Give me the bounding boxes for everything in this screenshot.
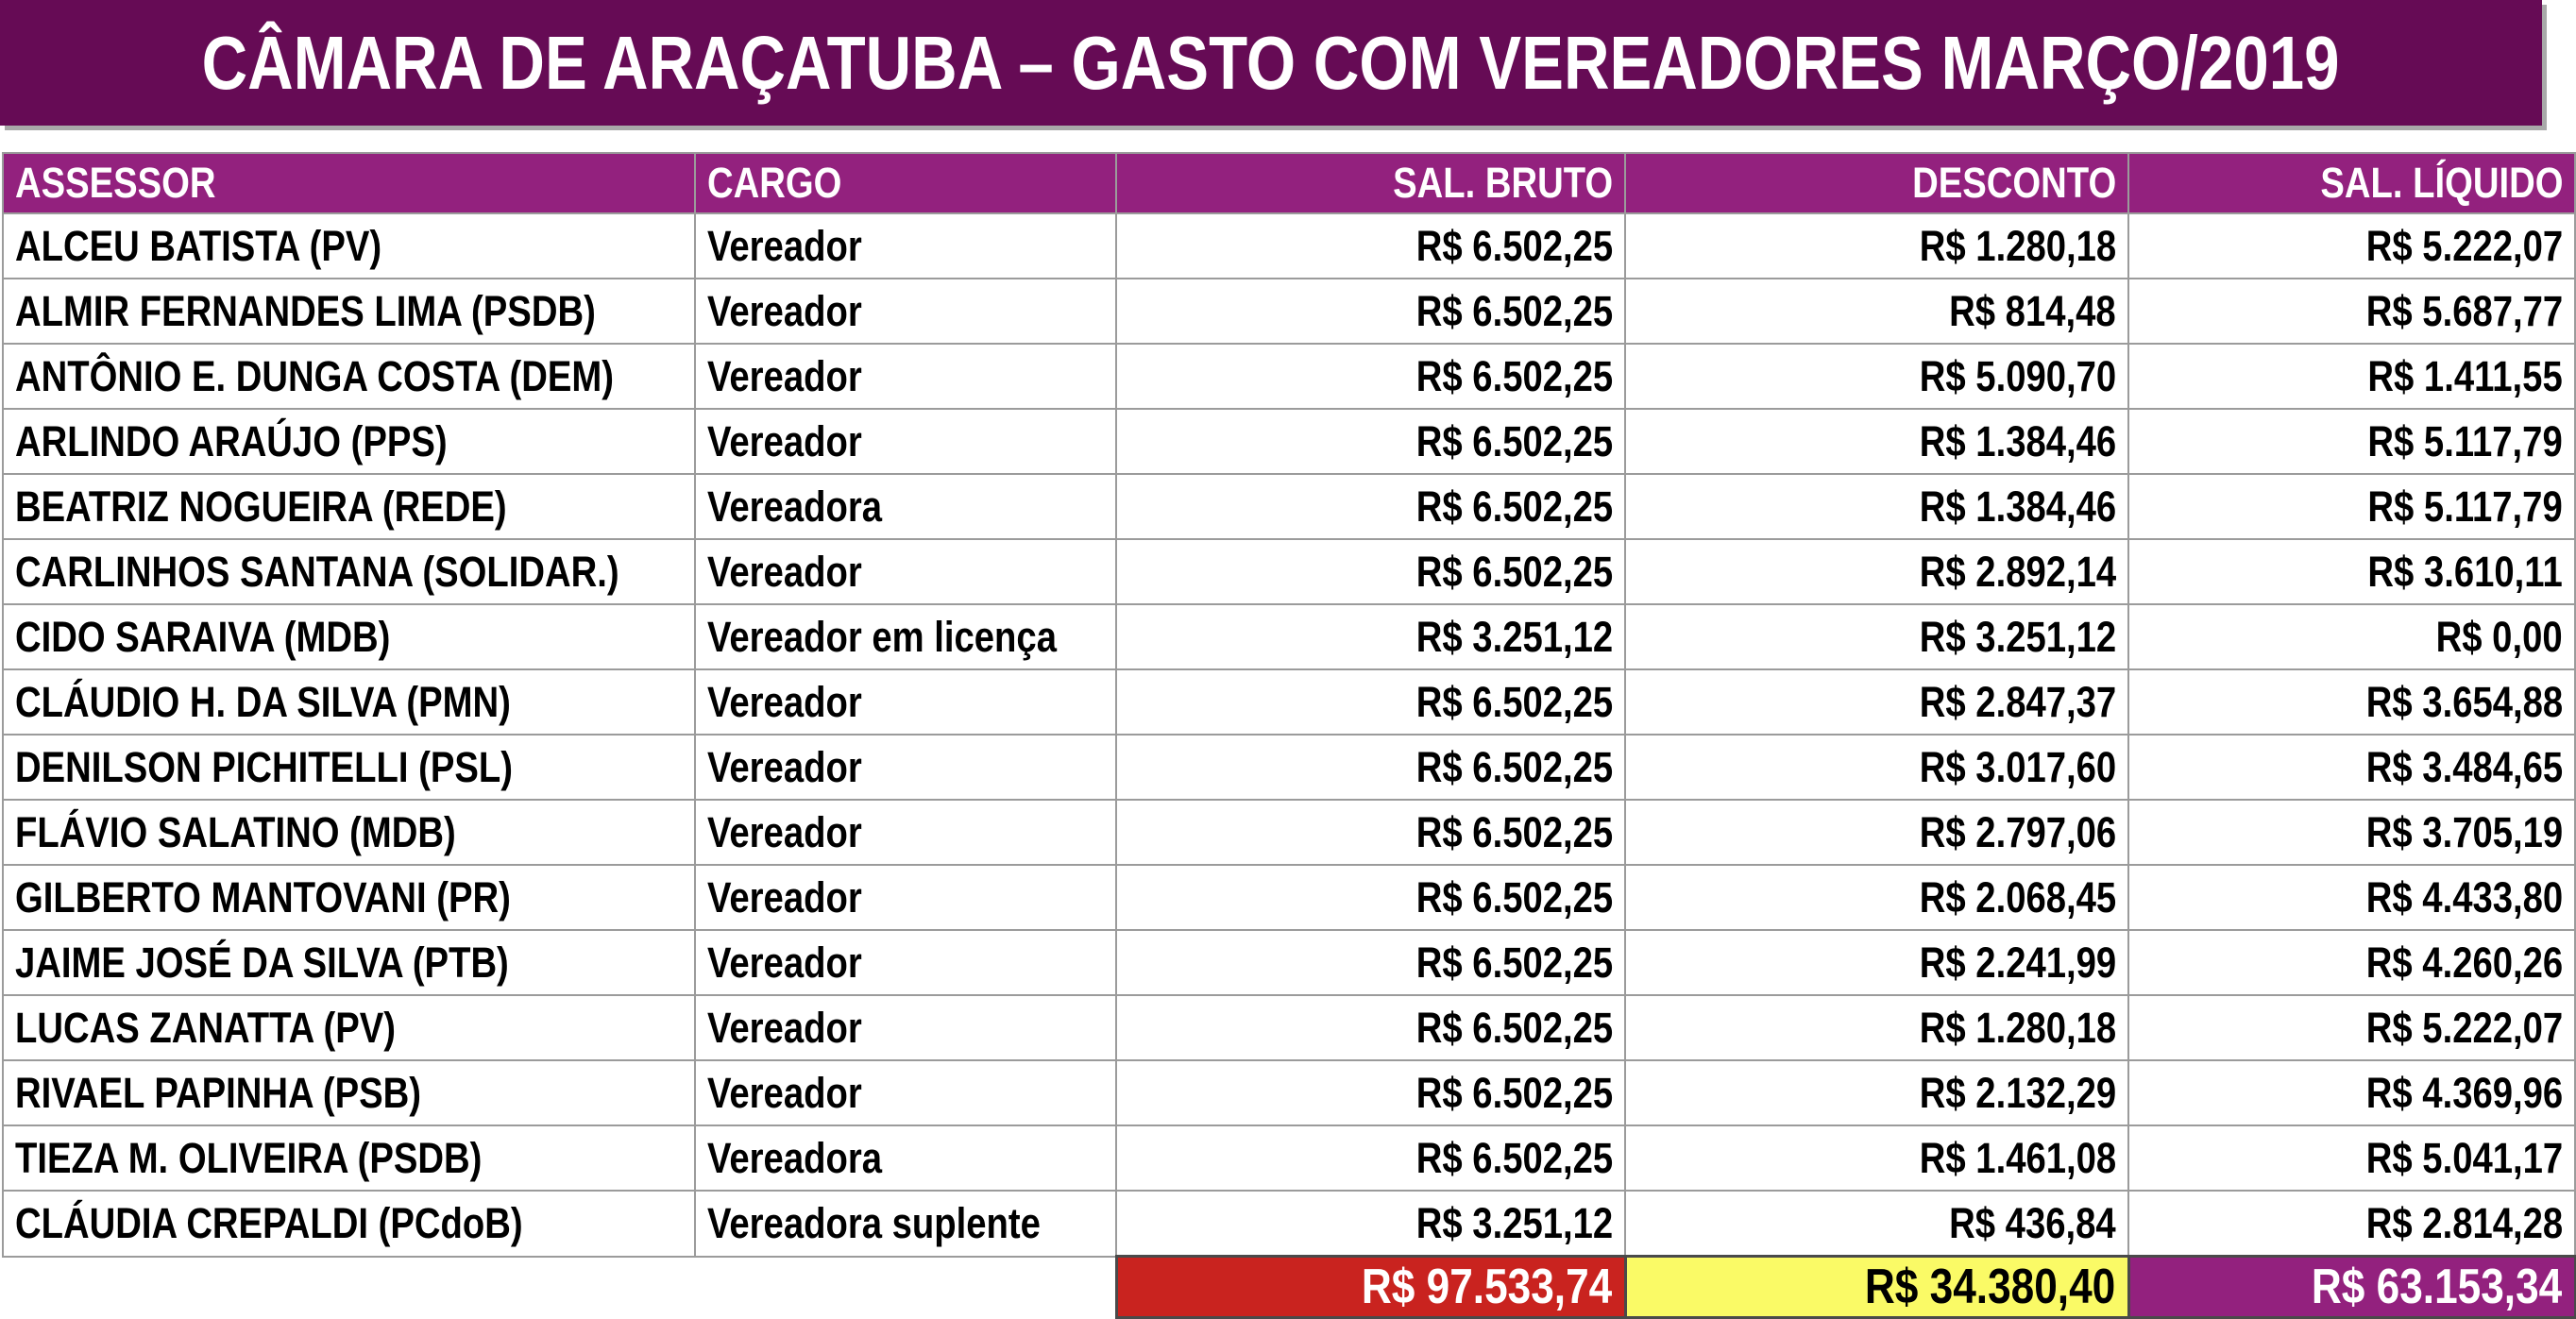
sal-liquido-cell: R$ 3.654,88 [2128,669,2575,735]
sal-liquido-cell: R$ 5.222,07 [2128,213,2575,279]
sal-liquido-cell: R$ 3.610,11 [2128,539,2575,604]
table-row [3,474,2575,539]
sal-bruto-cell: R$ 6.502,25 [1116,344,1625,409]
desconto-cell: R$ 2.797,06 [1625,800,2128,865]
assessor-cell: CARLINHOS SANTANA (SOLIDAR.) [3,539,695,604]
assessor-cell: ALMIR FERNANDES LIMA (PSDB) [3,279,695,344]
table-row [3,735,2575,800]
assessor-cell: FLÁVIO SALATINO (MDB) [3,800,695,865]
page-title-banner [0,0,2542,126]
sal-bruto-cell: R$ 3.251,12 [1116,604,1625,669]
desconto-cell: R$ 2.068,45 [1625,865,2128,930]
table-body [3,213,2575,1257]
sal-bruto-cell: R$ 6.502,25 [1116,279,1625,344]
cargo-cell: Vereador [695,865,1116,930]
sal-bruto-cell: R$ 6.502,25 [1116,865,1625,930]
sal-liquido-cell: R$ 3.484,65 [2128,735,2575,800]
cargo-cell: Vereadora [695,1125,1116,1191]
sal-bruto-cell: R$ 6.502,25 [1116,213,1625,279]
desconto-cell: R$ 5.090,70 [1625,344,2128,409]
col-header-sal-bruto: SAL. BRUTO [1116,153,1625,213]
desconto-cell: R$ 436,84 [1625,1191,2128,1257]
col-header-cargo: CARGO [695,153,1116,213]
table-footer [3,1257,2575,1318]
assessor-cell: BEATRIZ NOGUEIRA (REDE) [3,474,695,539]
sal-bruto-cell: R$ 6.502,25 [1116,1125,1625,1191]
desconto-cell: R$ 1.280,18 [1625,995,2128,1060]
table-row [3,409,2575,474]
total-sal-liquido: R$ 63.153,34 [2128,1257,2575,1318]
sal-liquido-cell: R$ 4.260,26 [2128,930,2575,995]
sal-bruto-cell: R$ 3.251,12 [1116,1191,1625,1257]
assessor-cell: JAIME JOSÉ DA SILVA (PTB) [3,930,695,995]
sal-liquido-cell: R$ 5.117,79 [2128,474,2575,539]
desconto-cell: R$ 1.384,46 [1625,409,2128,474]
total-desconto: R$ 34.380,40 [1625,1257,2128,1318]
sal-bruto-cell: R$ 6.502,25 [1116,930,1625,995]
cargo-cell: Vereador [695,800,1116,865]
table-row [3,995,2575,1060]
expenses-table [2,152,2576,1319]
cargo-cell: Vereador [695,409,1116,474]
sal-liquido-cell: R$ 5.222,07 [2128,995,2575,1060]
sal-bruto-cell: R$ 6.502,25 [1116,800,1625,865]
table-row [3,1125,2575,1191]
assessor-cell: GILBERTO MANTOVANI (PR) [3,865,695,930]
totals-blank-cell [3,1257,1116,1318]
assessor-cell: LUCAS ZANATTA (PV) [3,995,695,1060]
sal-liquido-cell: R$ 4.369,96 [2128,1060,2575,1125]
table-row [3,279,2575,344]
page-title: CÂMARA DE ARAÇATUBA – GASTO COM VEREADORES MARÇO/2019 [202,20,2340,105]
totals-row [3,1257,2575,1318]
sal-bruto-cell: R$ 6.502,25 [1116,409,1625,474]
assessor-cell: CLÁUDIO H. DA SILVA (PMN) [3,669,695,735]
sal-liquido-cell: R$ 5.117,79 [2128,409,2575,474]
desconto-cell: R$ 814,48 [1625,279,2128,344]
desconto-cell: R$ 2.847,37 [1625,669,2128,735]
cargo-cell: Vereador [695,279,1116,344]
desconto-cell: R$ 2.892,14 [1625,539,2128,604]
cargo-cell: Vereadora [695,474,1116,539]
desconto-cell: R$ 3.017,60 [1625,735,2128,800]
cargo-cell: Vereador [695,1060,1116,1125]
table-row [3,930,2575,995]
sal-liquido-cell: R$ 1.411,55 [2128,344,2575,409]
cargo-cell: Vereador [695,735,1116,800]
sal-bruto-cell: R$ 6.502,25 [1116,1060,1625,1125]
cargo-cell: Vereador [695,930,1116,995]
assessor-cell: ANTÔNIO E. DUNGA COSTA (DEM) [3,344,695,409]
assessor-cell: RIVAEL PAPINHA (PSB) [3,1060,695,1125]
sal-bruto-cell: R$ 6.502,25 [1116,539,1625,604]
sal-liquido-cell: R$ 3.705,19 [2128,800,2575,865]
sal-liquido-cell: R$ 4.433,80 [2128,865,2575,930]
sal-bruto-cell: R$ 6.502,25 [1116,995,1625,1060]
desconto-cell: R$ 1.461,08 [1625,1125,2128,1191]
sal-liquido-cell: R$ 0,00 [2128,604,2575,669]
cargo-cell: Vereadora suplente [695,1191,1116,1257]
table-row [3,865,2575,930]
table-row [3,1191,2575,1257]
assessor-cell: CIDO SARAIVA (MDB) [3,604,695,669]
desconto-cell: R$ 3.251,12 [1625,604,2128,669]
cargo-cell: Vereador [695,669,1116,735]
assessor-cell: ARLINDO ARAÚJO (PPS) [3,409,695,474]
desconto-cell: R$ 1.384,46 [1625,474,2128,539]
assessor-cell: TIEZA M. OLIVEIRA (PSDB) [3,1125,695,1191]
cargo-cell: Vereador em licença [695,604,1116,669]
table-row [3,604,2575,669]
assessor-cell: CLÁUDIA CREPALDI (PCdoB) [3,1191,695,1257]
table-row [3,669,2575,735]
col-header-sal-liquido: SAL. LÍQUIDO [2128,153,2575,213]
table-row [3,800,2575,865]
desconto-cell: R$ 2.132,29 [1625,1060,2128,1125]
table-header [3,153,2575,213]
table-row [3,344,2575,409]
table-row [3,539,2575,604]
sal-liquido-cell: R$ 2.814,28 [2128,1191,2575,1257]
sal-bruto-cell: R$ 6.502,25 [1116,735,1625,800]
col-header-desconto: DESCONTO [1625,153,2128,213]
total-sal-bruto: R$ 97.533,74 [1116,1257,1625,1318]
desconto-cell: R$ 2.241,99 [1625,930,2128,995]
cargo-cell: Vereador [695,995,1116,1060]
table-row [3,1060,2575,1125]
header-row [3,153,2575,213]
sal-liquido-cell: R$ 5.687,77 [2128,279,2575,344]
assessor-cell: ALCEU BATISTA (PV) [3,213,695,279]
cargo-cell: Vereador [695,213,1116,279]
table-row [3,213,2575,279]
sal-liquido-cell: R$ 5.041,17 [2128,1125,2575,1191]
cargo-cell: Vereador [695,344,1116,409]
desconto-cell: R$ 1.280,18 [1625,213,2128,279]
cargo-cell: Vereador [695,539,1116,604]
sal-bruto-cell: R$ 6.502,25 [1116,474,1625,539]
sal-bruto-cell: R$ 6.502,25 [1116,669,1625,735]
col-header-assessor: ASSESSOR [3,153,695,213]
assessor-cell: DENILSON PICHITELLI (PSL) [3,735,695,800]
